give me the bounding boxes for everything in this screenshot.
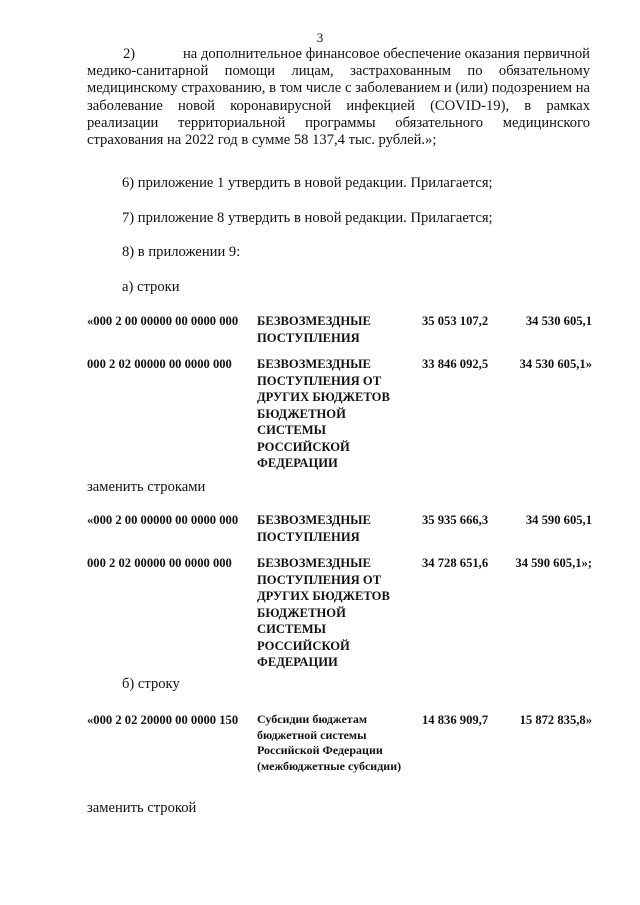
row-value-1: 35 935 666,3 [422,513,489,527]
row-value-1: 33 846 092,5 [422,357,489,371]
row-name: Субсидии бюджетам бюджетной системы Российской Федерации (межбюджетные субсидии) [257,712,402,773]
row-name: БЕЗВОЗМЕЗДНЫЕ ПОСТУПЛЕНИЯ [257,314,371,345]
table-row [87,555,592,669]
item-8: 8) в приложении 9: [122,244,241,260]
row-name: БЕЗВОЗМЕЗДНЫЕ ПОСТУПЛЕНИЯ [257,513,371,544]
row-value-2: 15 872 835,8» [519,713,592,727]
row-code: «000 2 02 20000 00 0000 150 [87,713,239,727]
paragraph-2 [87,46,590,149]
row-name: БЕЗВОЗМЕЗДНЫЕ ПОСТУПЛЕНИЯ ОТ ДРУГИХ БЮДЖЕТОВ БЮДЖЕТНОЙ СИСТЕМЫ РОССИЙСКОЙ ФЕДЕРАЦИИ [257,556,390,669]
row-code: 000 2 02 00000 00 0000 000 [87,357,232,371]
subitem-a: а) строки [122,279,180,295]
row-value-2: 34 590 605,1»; [515,556,592,570]
subitem-b: б) строку [122,676,180,692]
page-number: 3 [316,30,324,45]
replace-row-label: заменить строкой [87,800,197,816]
item-7: 7) приложение 8 утвердить в новой редакции. Прилагается; [122,210,493,226]
row-code: «000 2 00 00000 00 0000 000 [87,513,239,527]
row-code: «000 2 00 00000 00 0000 000 [87,314,239,328]
row-value-2: 34 530 605,1 [525,314,592,328]
item-6: 6) приложение 1 утвердить в новой редакции. Прилагается; [122,175,493,191]
table-row [87,712,592,773]
replace-rows-label: заменить строками [87,479,206,495]
row-value-1: 14 836 909,7 [422,713,489,727]
table-row [87,512,592,544]
row-code: 000 2 02 00000 00 0000 000 [87,556,232,570]
paragraph-2-text: на дополнительное финансовое обеспечение оказания первичной медико-санитарной помощи лицам, застрахованным по обязательному медицинскому страхованию, в том числе с заболеванием и (или) подозрением на заболевание новой коронавирусной инфекцией (COVID-19), в рамках реализации территориальной программы обязательного медицинского страхования на 2022 год в сумме 58 137,4 тыс. рублей.»; [87,46,590,149]
row-value-2: 34 590 605,1 [525,513,592,527]
row-value-1: 35 053 107,2 [422,314,489,328]
table-row [87,356,592,470]
paragraph-2-number: 2) [123,46,136,62]
row-value-1: 34 728 651,6 [422,556,489,570]
table-row [87,313,592,345]
row-value-2: 34 530 605,1» [519,357,592,371]
row-name: БЕЗВОЗМЕЗДНЫЕ ПОСТУПЛЕНИЯ ОТ ДРУГИХ БЮДЖЕТОВ БЮДЖЕТНОЙ СИСТЕМЫ РОССИЙСКОЙ ФЕДЕРАЦИИ [257,357,390,470]
